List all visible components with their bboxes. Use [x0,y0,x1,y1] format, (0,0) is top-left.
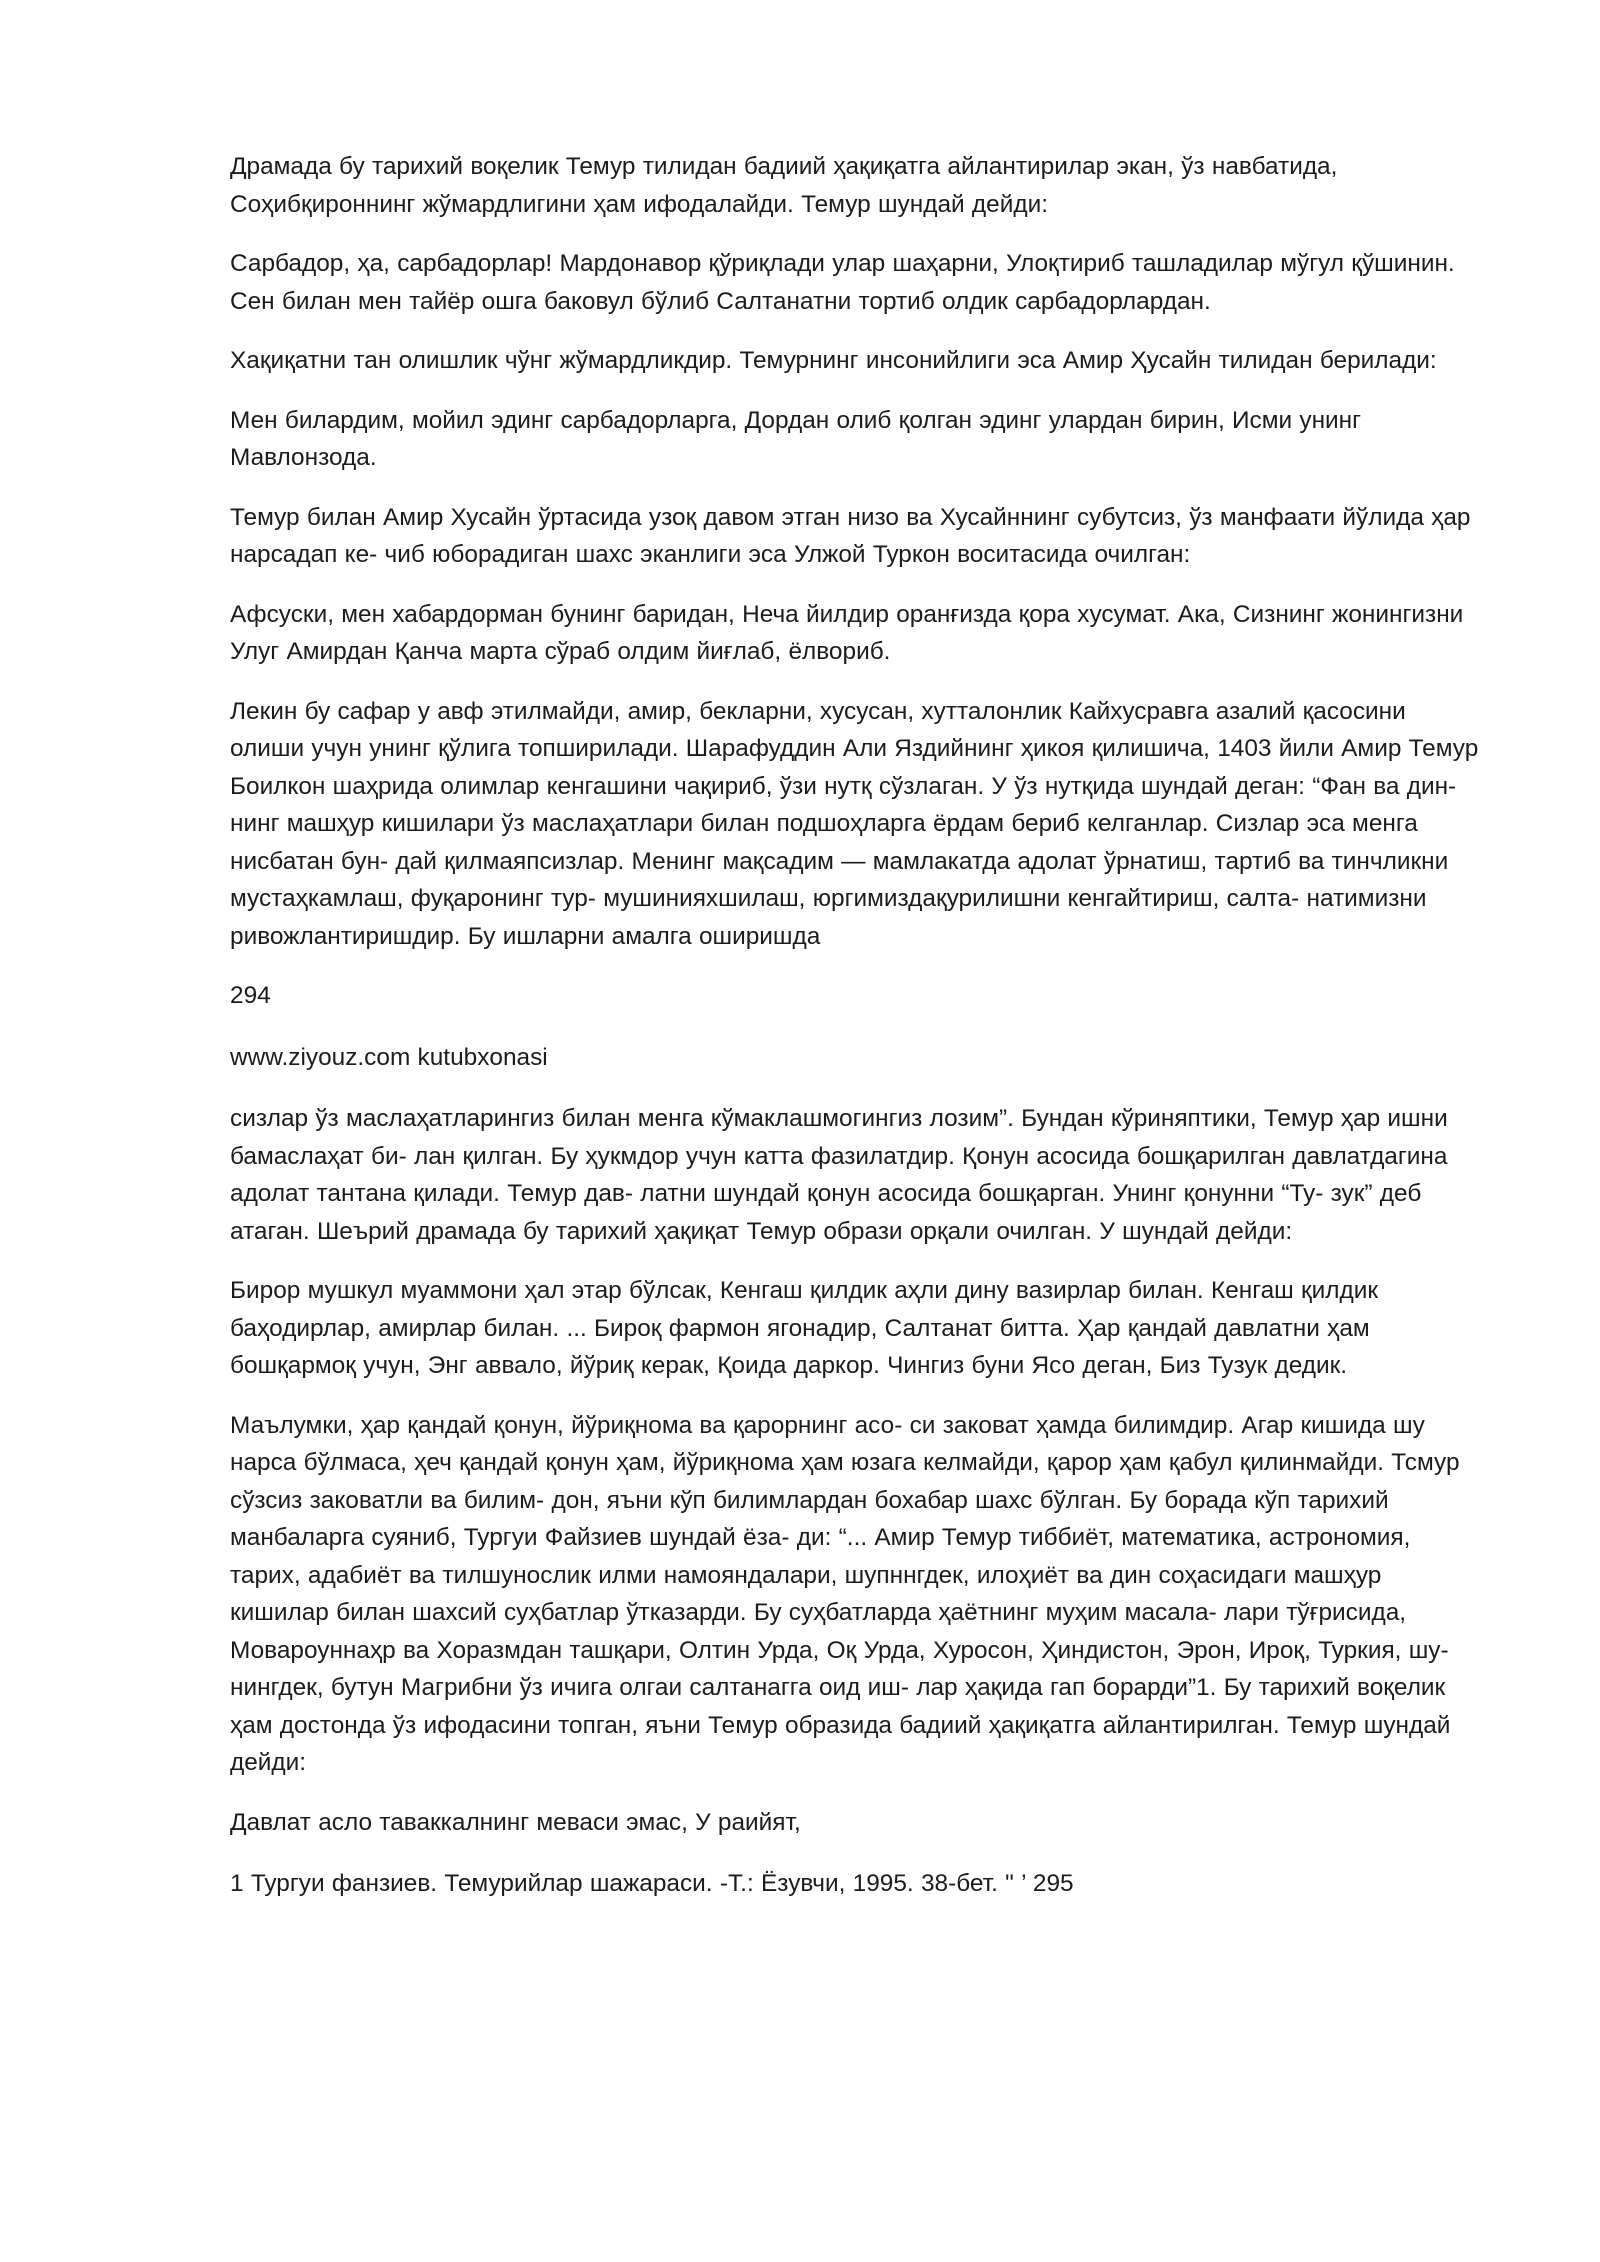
verse-quote: Афсуски, мен хабардорман бунинг баридан, Неча йилдир оранғизда қора хусумат. Ака, Сизнинг жонингизни Улуг Амирдан Қанча марта сўраб олдим йиғлаб, ёлвориб. [230,600,1464,665]
paragraph: Драмада бу тарихий воқелик Темур тилидан бадиий ҳақиқатга айлантирилар экан, ўз навбатида, Соҳибқироннинг жўмардлигини ҳам ифодалайди. Темур шундай дейди: [230,153,1338,218]
paragraph: сизлар ўз маслаҳатларингиз билан менга кўмаклашмогингиз лозим”. Бундан кўриняптики, Темур ҳар ишни бамаслаҳат би- лан қилган. Бу ҳукмдор учун катта фазилатдир. Қонун асосида бошқарилган давлатдагина адолат тантана қилади. Темур дав- латни шундай қонун асосида бошқарган. Унинг қонунни “Ту- зук” деб атаган. Шеърий драмада бу тарихий ҳақиқат Темур образи орқали очилган. У шундай дейди: [230,1105,1448,1245]
verse-quote: Бирор мушкул муаммони ҳал этар бўлсак, Кенгаш қилдик аҳли дину вазирлар билан. Кенгаш қилдик баҳодирлар, амирлар билан. ... Бироқ фармон ягонадир, Салтанат битта. Ҳар қандай давлатни ҳам бошқармоқ учун, Энг аввало, йўриқ керак, Қоида даркор. Чингиз буни Ясо деган, Биз Тузук дедик. [230,1277,1379,1379]
source-watermark-text: www.ziyouz.com kutubxonasi [230,1043,548,1071]
paragraph: Маълумки, ҳар қандай қонун, йўриқнома ва қарорнинг асо- си заковат ҳамда билимдир. Агар кишида шу нарса бўлмаса, ҳеч қандай қонун ҳам, йўриқнома ҳам юзага келмайди, қарор ҳам қабул қилинмайди. Тсмур сўзсиз заковатли ва билим- дон, яъни кўп билимлардан бохабар шахс бўлган. Бу борада кўп тарихий манбаларга суяниб, Тургуи Файзиев шундай ёза- ди: “... Амир Темур тиббиёт, математика, астрономия, тарих, адабиёт ва тилшунослик илми намояндалари, шупннгдек, илоҳиёт ва дин соҳасидаги машҳур кишилар билан шахсий суҳбатлар ўтказарди. Бу суҳбатларда ҳаётнинг муҳим масала- лари тўғрисида, Мовароуннаҳр ва Хоразмдан ташқари, Олтин Урда, Оқ Урда, Хуросон, Ҳиндистон, Эрон, Ироқ, Туркия, шу- нингдек, бутун Магрибни ўз ичига олгаи салтанагга оид иш- лар ҳақида гап борарди”1. Бу тарихий воқелик ҳам достонда ўз ифодасини топган, яъни Темур образида бадиий ҳақиқатга айлантирилган. Темур шундай дейди: [230,1411,1460,1776]
paragraph: Хақиқатни тан олишлик чўнг жўмардликдир. Темурнинг инсонийлиги эса Амир Ҳусайн тилидан берилади: [230,347,1437,374]
verse-quote: Сарбадор, ҳа, сарбадорлар! Мардонавор қўриқлади улар шаҳарни, Улоқтириб ташладилар мўгул қўшинин. Сен билан мен тайёр ошга баковул бўлиб Салтанатни тортиб олдик сарбадорлардан. [230,250,1455,315]
verse-quote: Мен билардим, мойил эдинг сарбадорларга, Дордан олиб қолган эдинг улардан бирин, Исми унинг Мавлонзода. [230,406,1362,471]
footnote: 1 Тургуи фанзиев. Темурийлар шажараси. -Т.: Ёзувчи, 1995. 38-бет. " ’ 295 [230,1870,1074,1897]
page-number: 294 [230,982,271,1009]
paragraph: Темур билан Амир Хусайн ўртасида узоқ давом этган низо ва Хусайннинг субутсиз, ўз манфаати йўлида ҳар нарсадап ке- чиб юборадиган шахс эканлиги эса Улжой Туркон воситасида очилган: [230,503,1471,568]
paragraph: Лекин бу сафар у авф этилмайди, амир, бекларни, хусусан, хутталонлик Кайхусравга азалий қасосини олиши учун унинг қўлига топширилади. Шарафуддин Али Яздийнинг ҳикоя қилишича, 1403 йили Амир Темур Боилкон шаҳрида олимлар кенгашини чақириб, ўзи нутқ сўзлаган. У ўз нутқида шундай деган: “Фан ва дин- нинг машҳур кишилари ўз маслаҳатлари билан подшоҳларга ёрдам бериб келганлар. Сизлар эса менга нисбатан бун- дай қилмаяпсизлар. Менинг мақсадим — мамлакатда адолат ўрнатиш, тартиб ва тинчликни мустаҳкамлаш, фуқаронинг тур- мушинияхшилаш, юргимиздақурилишни кенгайтириш, салта- натимизни ривожлантиришдир. Бу ишларни амалга оширишда [230,697,1479,950]
document-page [230,148,1480,1927]
verse-quote: Давлат асло таваккалнинг меваси эмас, У раийят, [230,1808,801,1836]
